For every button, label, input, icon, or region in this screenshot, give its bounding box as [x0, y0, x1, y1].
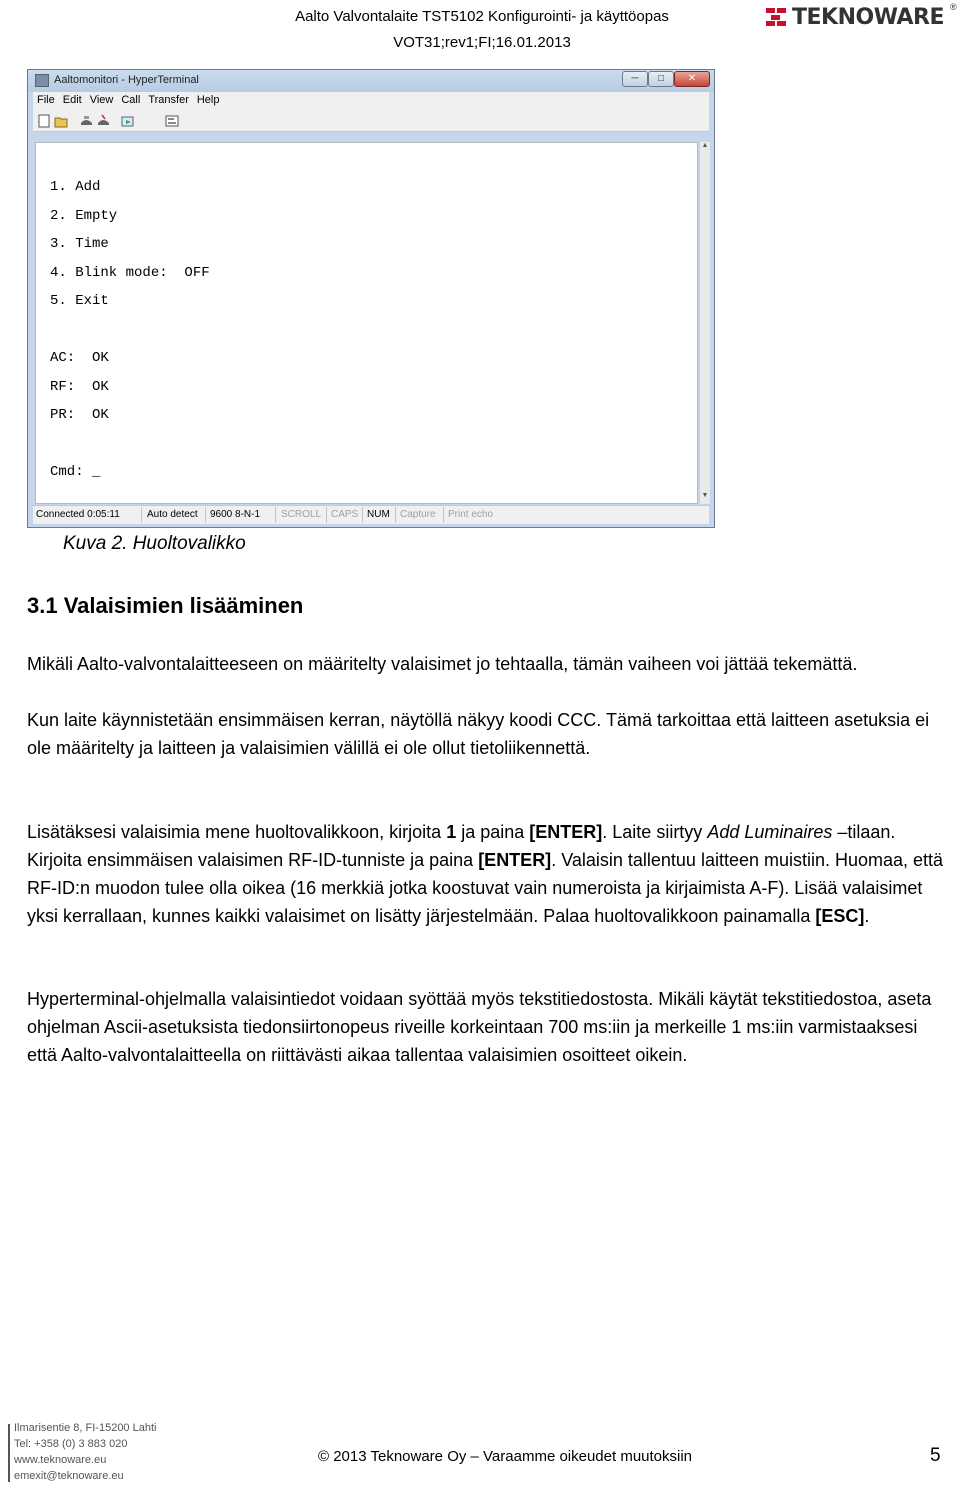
- status-divider: [141, 507, 142, 523]
- figure-caption: Kuva 2. Huoltovalikko: [63, 533, 246, 554]
- text-run: Lisätäksesi valaisimia mene huoltovalikkoon, kirjoita: [27, 822, 447, 842]
- close-button[interactable]: ✕: [674, 71, 710, 87]
- logo-mark-icon: [766, 8, 788, 26]
- terminal-line: PR: OK: [50, 407, 109, 423]
- terminal-line: RF: OK: [50, 378, 109, 395]
- text-run: ja paina: [456, 822, 530, 842]
- send-icon[interactable]: [121, 114, 136, 128]
- minimize-button[interactable]: ─: [622, 71, 648, 87]
- toolbar: [33, 110, 709, 132]
- status-divider: [275, 507, 276, 523]
- logo-text: TEKNOWARE: [792, 5, 944, 30]
- status-divider: [395, 507, 396, 523]
- open-icon[interactable]: [54, 114, 69, 128]
- key-enter: [ENTER]: [478, 850, 552, 870]
- menu-file[interactable]: File: [37, 94, 55, 106]
- status-divider: [205, 507, 206, 523]
- status-divider: [443, 507, 444, 523]
- logo-registered: ®: [950, 2, 957, 12]
- terminal-screen[interactable]: [35, 142, 698, 504]
- terminal-line: AC: OK: [50, 350, 109, 366]
- terminal-line: 5. Exit: [50, 293, 109, 309]
- window-title: Aaltomonitori - HyperTerminal: [54, 74, 199, 86]
- menu-transfer[interactable]: Transfer: [148, 94, 189, 106]
- status-divider: [362, 507, 363, 523]
- status-settings: 9600 8-N-1: [210, 509, 261, 520]
- terminal-line: Cmd: _: [50, 464, 101, 480]
- key-enter: [ENTER]: [529, 822, 603, 842]
- scroll-up-icon[interactable]: ▲: [701, 142, 709, 149]
- address-email[interactable]: emexit@teknoware.eu: [14, 1470, 124, 1482]
- footer-divider: [8, 1424, 10, 1482]
- mode-name: Add Luminaires: [707, 822, 833, 842]
- status-connected: Connected 0:05:11: [36, 509, 120, 520]
- text-run: .: [864, 906, 870, 926]
- status-detect: Auto detect: [147, 509, 198, 520]
- status-capture: Capture: [400, 509, 436, 520]
- paragraph-first-start: Kun laite käynnistetään ensimmäisen kerran, näytöllä näkyy koodi CCC. Tämä tarkoittaa että laitteen asetuksia ei ole määritelty ja laitteen ja valaisimien välillä ei ole ollut tietoliikennettä.: [27, 710, 930, 758]
- address-phone: Tel: +358 (0) 3 883 020: [14, 1438, 128, 1450]
- paragraph-text-file: Hyperterminal-ohjelmalla valaisintiedot voidaan syöttää myös tekstitiedostosta. Mikäli käytät tekstitiedostoa, aseta ohjelman Ascii-asetuksista tiedonsiirtonopeus riveille korkeintaan 700 ms:iin ja merkeille 1 ms:iin varmistaaksesi että Aalto-valvontalaitteella on riittävästi aikaa tallentaa valaisimien osoitteet oikein.: [27, 989, 932, 1065]
- status-bar: [33, 505, 709, 524]
- address-street: Ilmarisentie 8, FI-15200 Lahti: [14, 1422, 157, 1434]
- paragraph-intro: Mikäli Aalto-valvontalaitteeseen on määritelty valaisimet jo tehtaalla, tämän vaiheen voi jättää tekemättä.: [27, 654, 858, 674]
- terminal-line: 4. Blink mode: OFF: [50, 264, 210, 281]
- maximize-button[interactable]: □: [648, 71, 674, 87]
- address-lines: [14, 1420, 156, 1484]
- text-run: . Laite siirtyy: [602, 822, 708, 842]
- address-website[interactable]: www.teknoware.eu: [14, 1454, 107, 1466]
- page-number: 5: [930, 1445, 941, 1466]
- teknoware-logo: [766, 2, 957, 30]
- terminal-line: [50, 430, 210, 459]
- terminal-output: [50, 173, 210, 487]
- phone-icon[interactable]: [79, 114, 94, 128]
- window-titlebar: [28, 70, 714, 92]
- new-icon[interactable]: [37, 114, 52, 128]
- disconnect-icon[interactable]: [96, 114, 111, 128]
- status-print-echo: Print echo: [448, 509, 494, 520]
- terminal-line: 1. Add: [50, 179, 101, 195]
- hyperterminal-window: [27, 69, 715, 528]
- menu-bar: [33, 92, 709, 110]
- header-version: VOT31;rev1;FI;16.01.2013: [393, 34, 571, 51]
- key-esc: [ESC]: [815, 906, 865, 926]
- document-header: [262, 4, 702, 56]
- status-scroll: SCROLL: [281, 509, 322, 520]
- footer-copyright: © 2013 Teknoware Oy – Varaamme oikeudet muutoksiin: [318, 1448, 693, 1465]
- text-run: –tilaan. Kirjoita ensimmäisen valaisimen RF-ID-tunniste ja paina: [27, 822, 896, 870]
- menu-help[interactable]: Help: [196, 94, 220, 106]
- paragraph-add-luminaires: [27, 818, 945, 930]
- status-divider: [326, 507, 327, 523]
- menu-view[interactable]: View: [89, 94, 114, 106]
- menu-call[interactable]: Call: [121, 94, 141, 106]
- app-icon: [35, 74, 49, 87]
- key-1: 1: [446, 822, 457, 842]
- section-heading: 3.1 Valaisimien lisääminen: [27, 593, 304, 618]
- properties-icon[interactable]: [165, 114, 180, 128]
- header-title: Aalto Valvontalaite TST5102 Konfigurointi- ja käyttöopas: [295, 8, 669, 25]
- vertical-scrollbar[interactable]: [699, 142, 710, 504]
- terminal-line: 2. Empty: [50, 207, 118, 224]
- status-caps: CAPS: [331, 509, 359, 520]
- scroll-down-icon[interactable]: ▼: [701, 492, 709, 499]
- text-run: . Valaisin tallentuu laitteen muistiin. Huomaa, että RF-ID:n muodon tulee olla oikea (16 merkkiä jotka koostuvat vain numeroista ja kirjaimista A-F). Lisää valaisimet yksi kerrallaan, kunnes kaikki valaisimet on lisätty järjestelmään. Palaa huoltovalikkoon painamalla: [27, 850, 944, 926]
- terminal-line: [50, 316, 210, 345]
- status-num: NUM: [367, 509, 390, 520]
- terminal-line: 3. Time: [50, 236, 109, 252]
- menu-edit[interactable]: Edit: [62, 94, 82, 106]
